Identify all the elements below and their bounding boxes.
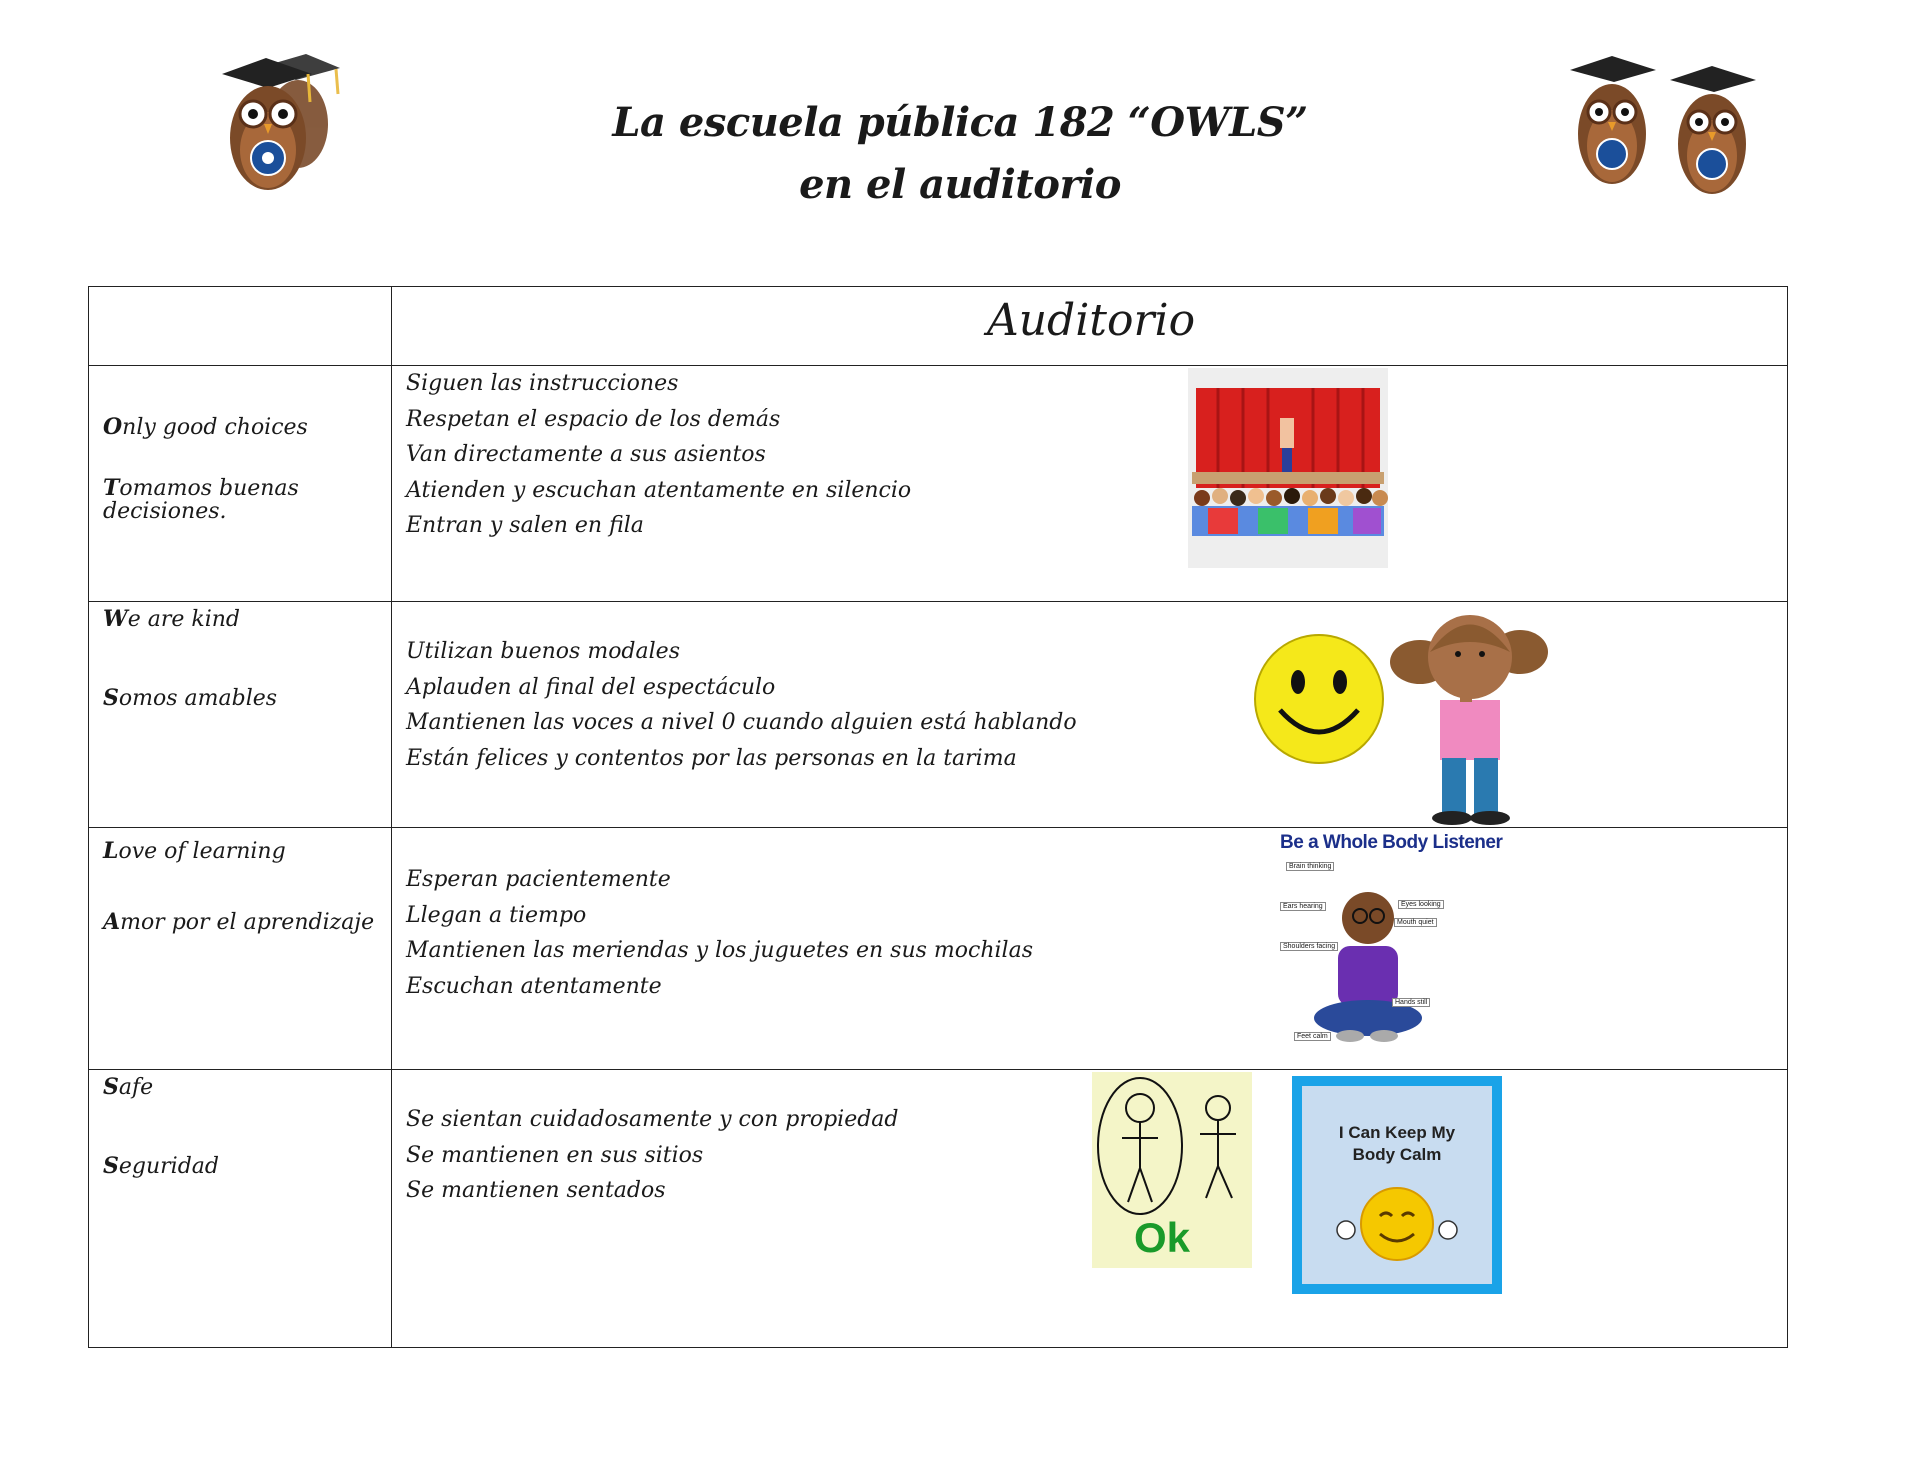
list-item: Entran y salen en fila xyxy=(406,513,644,538)
list-item: Mantienen las voces a nivel 0 cuando alguien está hablando xyxy=(406,710,1077,735)
calm-smiley-icon xyxy=(1302,1174,1492,1274)
poster-label: Mouth quiet xyxy=(1394,918,1437,927)
list-item: Aplauden al final del espectáculo xyxy=(406,674,776,700)
table-row xyxy=(89,366,1788,602)
expectation-list xyxy=(392,366,1787,544)
smiley-face-icon xyxy=(1252,632,1386,770)
value-spanish: Amor por el aprendizaje xyxy=(103,909,375,935)
table-header-row xyxy=(89,287,1788,366)
value-cell xyxy=(89,1070,392,1348)
poster-label: Feet calm xyxy=(1294,1032,1331,1041)
expectations-cell xyxy=(392,828,1788,1070)
expectation-list xyxy=(392,1070,1787,1209)
list-item: Se mantienen sentados xyxy=(406,1178,666,1203)
table-row xyxy=(89,828,1788,1070)
list-item: Van directamente a sus asientos xyxy=(406,442,766,467)
body-calm-title: I Can Keep My Body Calm xyxy=(1338,1123,1456,1164)
list-item: Respetan el espacio de los demás xyxy=(406,406,781,432)
title-line-2: en el auditorio xyxy=(799,161,1121,208)
list-item: Se sientan cuidadosamente y con propiedad xyxy=(406,1107,899,1132)
poster-label: Brain thinking xyxy=(1286,862,1334,871)
poster-label: Ears hearing xyxy=(1280,902,1326,911)
value-cell xyxy=(89,602,392,828)
list-item: Están felices y contentos por las personas en la tarima xyxy=(406,745,1017,771)
quiet-girl-illustration xyxy=(1390,602,1550,830)
poster-label: Eyes looking xyxy=(1398,900,1444,909)
list-item: Esperan pacientemente xyxy=(406,867,671,892)
ok-label: Ok xyxy=(1134,1214,1191,1261)
expectation-list xyxy=(392,828,1787,1004)
list-item: Utilizan buenos modales xyxy=(406,639,680,664)
list-item: Escuchan atentamente xyxy=(406,973,662,999)
expectations-table xyxy=(88,286,1788,1348)
body-calm-card xyxy=(1292,1076,1502,1294)
list-item: Siguen las instrucciones xyxy=(406,371,679,396)
column-header-cell xyxy=(392,287,1788,366)
value-cell xyxy=(89,828,392,1070)
list-item: Llegan a tiempo xyxy=(406,902,587,928)
expectations-cell xyxy=(392,366,1788,602)
poster-label: Shoulders facing xyxy=(1280,942,1338,951)
value-english: Only good choices xyxy=(103,414,308,440)
poster-title: Be a Whole Body Listener xyxy=(1280,832,1503,853)
whole-body-listener-poster xyxy=(1280,832,1503,1062)
expectations-cell xyxy=(392,602,1788,828)
value-english: We are kind xyxy=(103,606,240,632)
expectations-cell xyxy=(392,1070,1788,1348)
stage-audience-illustration xyxy=(1188,368,1388,572)
list-item: Atienden y escuchan atentamente en silencio xyxy=(406,477,912,503)
empty-corner-cell xyxy=(89,287,392,366)
table-row xyxy=(89,1070,1788,1348)
column-header-auditorio: Auditorio xyxy=(986,295,1196,346)
value-english: Love of learning xyxy=(103,838,286,864)
value-spanish: Seguridad xyxy=(103,1153,219,1179)
title-line-1: La escuela pública 182 “OWLS” xyxy=(612,99,1308,146)
table-row xyxy=(89,602,1788,828)
value-cell xyxy=(89,366,392,602)
personal-space-ok-card xyxy=(1092,1072,1252,1268)
value-english: Safe xyxy=(103,1074,154,1100)
list-item: Mantienen las meriendas y los juguetes en sus mochilas xyxy=(406,938,1033,963)
right-owl-logo xyxy=(1562,50,1772,195)
value-spanish: Tomamos buenas decisiones. xyxy=(103,475,299,524)
list-item: Se mantienen en sus sitios xyxy=(406,1142,704,1168)
value-spanish: Somos amables xyxy=(103,685,278,711)
poster-label: Hands still xyxy=(1392,998,1430,1007)
expectation-list xyxy=(392,602,1787,776)
